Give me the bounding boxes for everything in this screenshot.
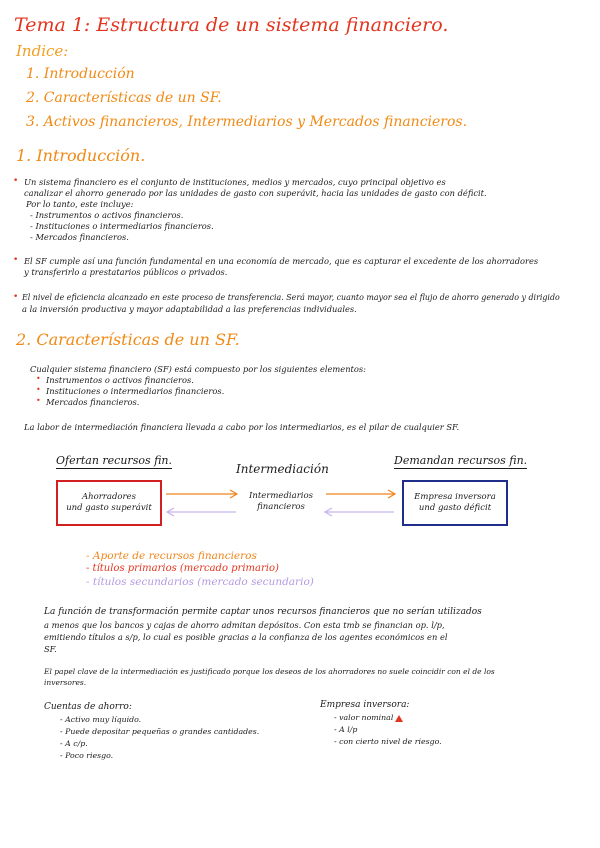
section1-p2-line1: El SF cumple así una función fundamental en una economía de mercado, que es capturar el excedente de los ahorradores [24, 256, 539, 266]
savings-item: - A c/p. [60, 739, 88, 748]
key-role-line2: inversores. [44, 678, 87, 687]
savers-box-line2: und gasto superávit [66, 503, 152, 513]
title-prefix: Tema 1: [14, 14, 91, 36]
transformation-line4: SF. [44, 644, 57, 654]
savings-item: - Puede depositar pequeñas o grandes cantidades. [60, 727, 260, 736]
legend-primary: - títulos primarios (mercado primario) [86, 563, 279, 574]
delta-icon [395, 715, 403, 722]
investor-item: - A l/p [334, 725, 358, 734]
investor-item: - con cierto nivel de riesgo. [334, 737, 442, 746]
bullet-icon: • [36, 385, 41, 394]
transformation-line3: emitiendo títulos a s/p, lo cual es posible gracias a la confianza de los agentes económicos en el [44, 632, 448, 642]
legend-resources: - Aporte de recursos financieros [86, 550, 257, 562]
section2-element: Instituciones o intermediarios financieros. [46, 386, 225, 396]
bullet-icon: • [13, 292, 19, 302]
bullet-icon: • [13, 176, 19, 186]
bullet-icon: • [13, 255, 19, 265]
section2-heading: 2. Características de un SF. [16, 330, 240, 349]
section1-p1-line1: Un sistema financiero es el conjunto de instituciones, medios y mercados, cuyo principal objetivo es [24, 177, 446, 187]
intermediation-label: Intermediación [236, 462, 329, 476]
bullet-icon: • [36, 396, 41, 405]
intermediaries-line2: financieros [257, 502, 305, 512]
investor-box-line2: und gasto déficit [418, 503, 492, 513]
key-role-line1: El papel clave de la intermediación es justificado porque los deseos de los ahorradores no suele coincidir con el de los [44, 667, 495, 676]
index-item-2: 2. Características de un SF. [26, 90, 222, 106]
intermediaries-line1: Intermediarios [249, 491, 313, 501]
section2-element: Instrumentos o activos financieros. [46, 375, 194, 385]
section1-p1-line3: Por lo tanto, este incluye: [26, 199, 134, 209]
section2-element: Mercados financieros. [46, 397, 140, 407]
section1-p2-line2: y transferirlo a prestatarios públicos o privados. [24, 267, 228, 277]
demand-label: Demandan recursos fin. [394, 454, 528, 467]
offer-label: Ofertan recursos fin. [56, 454, 173, 467]
section1-heading: 1. Introducción. [16, 146, 146, 165]
savings-heading: Cuentas de ahorro: [44, 702, 132, 712]
savings-item: - Activo muy líquido. [60, 715, 142, 724]
index-item-1: 1. Introducción [26, 66, 135, 82]
section1-list-item: - Instituciones o intermediarios financieros. [30, 221, 214, 231]
savings-item: - Poco riesgo. [60, 751, 114, 760]
index-item-3: 3. Activos financieros, Intermediarios y Mercados financieros. [26, 114, 468, 130]
section2-labor: La labor de intermediación financiera llevada a cabo por los intermediarios, es el pilar de cualquier SF. [24, 422, 460, 432]
investor-item: - valor nominal [334, 713, 403, 722]
section2-intro: Cualquier sistema financiero (SF) está compuesto por los siguientes elementos: [30, 364, 366, 374]
investor-box-line1: Empresa inversora [414, 492, 496, 502]
legend-secondary: - títulos secundarios (mercado secundario) [86, 576, 314, 588]
savers-box-line1: Ahorradores [82, 492, 136, 502]
transformation-line1: La función de transformación permite captar unos recursos financieros que no serían utilizados [44, 607, 482, 617]
section1-p3-line1: El nivel de eficiencia alcanzado en este proceso de transferencia. Será mayor, cuanto mayor sea el flujo de ahorro generado y dirigido [22, 293, 560, 302]
section1-list-item: - Instrumentos o activos financieros. [30, 210, 184, 220]
section1-p3-line2: a la inversión productiva y mayor adaptabilidad a las preferencias individuales. [22, 304, 357, 314]
bullet-icon: • [36, 374, 41, 383]
section1-p1-line2: canalizar el ahorro generado por las unidades de gasto con superávit, hacia las unidades de gasto con déficit. [24, 188, 487, 198]
section1-list-item: - Mercados financieros. [30, 232, 129, 242]
index-heading: Indice: [16, 42, 69, 60]
transformation-line2: a menos que los bancos y cajas de ahorro admitan depósitos. Con esta tmb se financian op. l/p, [44, 620, 445, 630]
title-text: Estructura de un sistema financiero. [96, 14, 449, 36]
investor-heading: Empresa inversora: [320, 700, 410, 710]
